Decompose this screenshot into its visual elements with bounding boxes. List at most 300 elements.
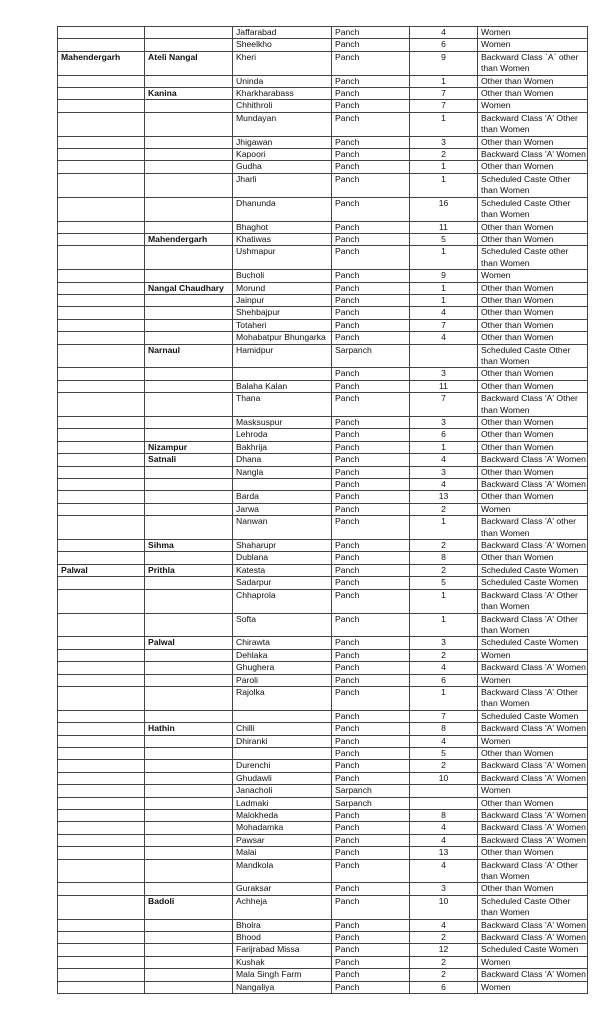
- table-row: [58, 834, 588, 846]
- village-cell: Chilli: [233, 723, 332, 735]
- table-row: [58, 503, 588, 515]
- table-row: [58, 956, 588, 968]
- category-cell: Backward Class 'A' Women: [478, 454, 588, 466]
- category-cell: Other than Women: [478, 797, 588, 809]
- block-cell: Kanina: [145, 88, 233, 100]
- table-row: [58, 981, 588, 993]
- ward-cell: 8: [410, 810, 478, 822]
- district-cell: [58, 637, 145, 649]
- village-cell: Gudha: [233, 161, 332, 173]
- block-cell: [145, 944, 233, 956]
- category-cell: Backward Class 'A' Women: [478, 540, 588, 552]
- block-cell: [145, 956, 233, 968]
- block-cell: [145, 760, 233, 772]
- ward-cell: 11: [410, 380, 478, 392]
- ward-cell: 2: [410, 149, 478, 161]
- post-cell: Panch: [332, 932, 410, 944]
- village-cell: Bakhrija: [233, 441, 332, 453]
- district-cell: [58, 429, 145, 441]
- category-cell: Other than Women: [478, 136, 588, 148]
- category-cell: Scheduled Caste other than Women: [478, 246, 588, 270]
- category-cell: Scheduled Caste Other than Women: [478, 895, 588, 919]
- district-cell: [58, 760, 145, 772]
- district-cell: [58, 319, 145, 331]
- ward-cell: 4: [410, 479, 478, 491]
- district-cell: [58, 969, 145, 981]
- district-cell: [58, 454, 145, 466]
- category-cell: Women: [478, 39, 588, 51]
- block-cell: [145, 112, 233, 136]
- post-cell: Panch: [332, 39, 410, 51]
- table-row: [58, 577, 588, 589]
- block-cell: [145, 686, 233, 710]
- block-cell: [145, 319, 233, 331]
- table-row: [58, 589, 588, 613]
- village-cell: Dhana: [233, 454, 332, 466]
- post-cell: Panch: [332, 637, 410, 649]
- table-row: [58, 27, 588, 39]
- village-cell: Jarwa: [233, 503, 332, 515]
- category-cell: Other than Women: [478, 233, 588, 245]
- table-row: [58, 221, 588, 233]
- village-cell: Hamidpur: [233, 344, 332, 368]
- post-cell: Panch: [332, 466, 410, 478]
- category-cell: Backward Class 'A' Other than Women: [478, 393, 588, 417]
- ward-cell: 4: [410, 822, 478, 834]
- ward-cell: [410, 785, 478, 797]
- table-row: [58, 810, 588, 822]
- post-cell: Panch: [332, 319, 410, 331]
- post-cell: Panch: [332, 282, 410, 294]
- post-cell: Panch: [332, 944, 410, 956]
- district-cell: [58, 344, 145, 368]
- village-cell: Ladmaki: [233, 797, 332, 809]
- district-cell: [58, 491, 145, 503]
- block-cell: [145, 136, 233, 148]
- block-cell: [145, 100, 233, 112]
- post-cell: Sarpanch: [332, 344, 410, 368]
- ward-cell: 4: [410, 27, 478, 39]
- village-cell: Chirawta: [233, 637, 332, 649]
- ward-cell: 6: [410, 674, 478, 686]
- table-row: [58, 797, 588, 809]
- ward-cell: 2: [410, 932, 478, 944]
- post-cell: Panch: [332, 810, 410, 822]
- category-cell: Backward Class 'A' other than Women: [478, 516, 588, 540]
- post-cell: Panch: [332, 149, 410, 161]
- post-cell: Panch: [332, 112, 410, 136]
- category-cell: Scheduled Caste Women: [478, 710, 588, 722]
- block-cell: [145, 429, 233, 441]
- table-row: [58, 723, 588, 735]
- block-cell: [145, 149, 233, 161]
- district-cell: [58, 710, 145, 722]
- village-cell: [233, 368, 332, 380]
- post-cell: Panch: [332, 919, 410, 931]
- category-cell: Backward Class 'A' Women: [478, 834, 588, 846]
- category-cell: Backward Class 'A' Other than Women: [478, 613, 588, 637]
- table-row: [58, 710, 588, 722]
- block-cell: [145, 75, 233, 87]
- block-cell: [145, 503, 233, 515]
- village-cell: Dublana: [233, 552, 332, 564]
- category-cell: Women: [478, 981, 588, 993]
- ward-cell: 2: [410, 760, 478, 772]
- block-cell: [145, 847, 233, 859]
- category-cell: Backward Class 'A' Women: [478, 772, 588, 784]
- ward-cell: 3: [410, 368, 478, 380]
- category-cell: Women: [478, 956, 588, 968]
- post-cell: Panch: [332, 197, 410, 221]
- ward-cell: 1: [410, 173, 478, 197]
- category-cell: Other than Women: [478, 161, 588, 173]
- table-row: [58, 932, 588, 944]
- block-cell: [145, 368, 233, 380]
- post-cell: Panch: [332, 380, 410, 392]
- post-cell: Panch: [332, 772, 410, 784]
- village-cell: Totaheri: [233, 319, 332, 331]
- village-cell: Shehbajpur: [233, 307, 332, 319]
- table-row: [58, 39, 588, 51]
- post-cell: Panch: [332, 747, 410, 759]
- district-cell: [58, 88, 145, 100]
- post-cell: Panch: [332, 589, 410, 613]
- category-cell: Other than Women: [478, 847, 588, 859]
- ward-cell: 6: [410, 39, 478, 51]
- village-cell: Nangla: [233, 466, 332, 478]
- district-cell: [58, 100, 145, 112]
- table-row: [58, 75, 588, 87]
- reservation-table: [57, 26, 588, 994]
- post-cell: Panch: [332, 981, 410, 993]
- post-cell: Panch: [332, 332, 410, 344]
- category-cell: Women: [478, 503, 588, 515]
- table-row: [58, 760, 588, 772]
- district-cell: [58, 173, 145, 197]
- ward-cell: 13: [410, 491, 478, 503]
- block-cell: [145, 577, 233, 589]
- district-cell: [58, 797, 145, 809]
- block-cell: [145, 710, 233, 722]
- village-cell: Barda: [233, 491, 332, 503]
- table-row: [58, 686, 588, 710]
- post-cell: Panch: [332, 540, 410, 552]
- post-cell: Sarpanch: [332, 797, 410, 809]
- post-cell: Panch: [332, 221, 410, 233]
- village-cell: Dhiranki: [233, 735, 332, 747]
- post-cell: Panch: [332, 441, 410, 453]
- category-cell: Backward Class 'A' Women: [478, 662, 588, 674]
- village-cell: Rajolka: [233, 686, 332, 710]
- category-cell: Backward Class 'A' Women: [478, 479, 588, 491]
- village-cell: Janacholi: [233, 785, 332, 797]
- post-cell: Panch: [332, 233, 410, 245]
- table-row: [58, 822, 588, 834]
- block-cell: [145, 883, 233, 895]
- block-cell: [145, 479, 233, 491]
- ward-cell: 8: [410, 552, 478, 564]
- table-row: [58, 161, 588, 173]
- category-cell: Backward Class 'A' Other than Women: [478, 589, 588, 613]
- village-cell: Shaharupr: [233, 540, 332, 552]
- table-row: [58, 246, 588, 270]
- table-row: [58, 883, 588, 895]
- village-cell: Sheelkho: [233, 39, 332, 51]
- district-cell: [58, 149, 145, 161]
- table-row: [58, 368, 588, 380]
- village-cell: Kushak: [233, 956, 332, 968]
- district-cell: [58, 27, 145, 39]
- block-cell: Ateli Nangal: [145, 51, 233, 75]
- table-row: [58, 564, 588, 576]
- district-cell: [58, 516, 145, 540]
- district-cell: [58, 772, 145, 784]
- post-cell: Panch: [332, 161, 410, 173]
- ward-cell: 7: [410, 100, 478, 112]
- district-cell: [58, 197, 145, 221]
- category-cell: Scheduled Caste Other than Women: [478, 173, 588, 197]
- district-cell: [58, 822, 145, 834]
- post-cell: Panch: [332, 516, 410, 540]
- block-cell: Satnali: [145, 454, 233, 466]
- block-cell: [145, 785, 233, 797]
- category-cell: Other than Women: [478, 319, 588, 331]
- ward-cell: 2: [410, 503, 478, 515]
- table-row: [58, 674, 588, 686]
- table-row: [58, 516, 588, 540]
- ward-cell: 6: [410, 981, 478, 993]
- table-row: [58, 112, 588, 136]
- district-cell: [58, 233, 145, 245]
- table-row: [58, 466, 588, 478]
- post-cell: Panch: [332, 969, 410, 981]
- district-cell: [58, 246, 145, 270]
- district-cell: [58, 577, 145, 589]
- table-row: [58, 149, 588, 161]
- post-cell: Panch: [332, 307, 410, 319]
- block-cell: Badoli: [145, 895, 233, 919]
- block-cell: [145, 221, 233, 233]
- village-cell: Kharkharabass: [233, 88, 332, 100]
- block-cell: [145, 197, 233, 221]
- village-cell: Mala Singh Farm: [233, 969, 332, 981]
- table-row: [58, 613, 588, 637]
- category-cell: Scheduled Caste Women: [478, 637, 588, 649]
- district-cell: [58, 221, 145, 233]
- district-cell: [58, 649, 145, 661]
- table-row: [58, 969, 588, 981]
- ward-cell: 3: [410, 466, 478, 478]
- category-cell: Other than Women: [478, 380, 588, 392]
- block-cell: Prithla: [145, 564, 233, 576]
- village-cell: Dhanunda: [233, 197, 332, 221]
- category-cell: Backward Class 'A' Other than Women: [478, 859, 588, 883]
- post-cell: Panch: [332, 294, 410, 306]
- table-row: [58, 307, 588, 319]
- block-cell: [145, 834, 233, 846]
- post-cell: Panch: [332, 503, 410, 515]
- post-cell: Panch: [332, 760, 410, 772]
- district-cell: [58, 944, 145, 956]
- ward-cell: 3: [410, 136, 478, 148]
- ward-cell: 3: [410, 637, 478, 649]
- village-cell: Mohadamka: [233, 822, 332, 834]
- ward-cell: 10: [410, 895, 478, 919]
- table-row: [58, 540, 588, 552]
- district-cell: [58, 282, 145, 294]
- category-cell: Backward Class 'A' Women: [478, 149, 588, 161]
- village-cell: Achheja: [233, 895, 332, 919]
- table-row: [58, 662, 588, 674]
- table-row: [58, 479, 588, 491]
- village-cell: Jainpur: [233, 294, 332, 306]
- district-cell: [58, 270, 145, 282]
- table-row: [58, 429, 588, 441]
- ward-cell: 1: [410, 441, 478, 453]
- post-cell: Panch: [332, 51, 410, 75]
- category-cell: Other than Women: [478, 368, 588, 380]
- ward-cell: 1: [410, 112, 478, 136]
- category-cell: Scheduled Caste Women: [478, 577, 588, 589]
- post-cell: Panch: [332, 417, 410, 429]
- district-cell: [58, 785, 145, 797]
- village-cell: Balaha Kalan: [233, 380, 332, 392]
- block-cell: Narnaul: [145, 344, 233, 368]
- post-cell: Panch: [332, 686, 410, 710]
- district-cell: [58, 859, 145, 883]
- village-cell: Jharli: [233, 173, 332, 197]
- category-cell: Backward Class `A` other than Women: [478, 51, 588, 75]
- block-cell: [145, 332, 233, 344]
- block-cell: [145, 649, 233, 661]
- ward-cell: 7: [410, 393, 478, 417]
- district-cell: [58, 674, 145, 686]
- table-row: [58, 735, 588, 747]
- ward-cell: 1: [410, 294, 478, 306]
- ward-cell: 4: [410, 454, 478, 466]
- village-cell: Masksuspur: [233, 417, 332, 429]
- village-cell: [233, 479, 332, 491]
- block-cell: [145, 662, 233, 674]
- block-cell: [145, 747, 233, 759]
- ward-cell: 16: [410, 197, 478, 221]
- district-cell: [58, 834, 145, 846]
- district-cell: [58, 393, 145, 417]
- block-cell: Palwal: [145, 637, 233, 649]
- ward-cell: 1: [410, 282, 478, 294]
- district-cell: [58, 613, 145, 637]
- table-row: [58, 380, 588, 392]
- table-row: [58, 417, 588, 429]
- village-cell: Pawsar: [233, 834, 332, 846]
- village-cell: Malokheda: [233, 810, 332, 822]
- block-cell: [145, 491, 233, 503]
- post-cell: Panch: [332, 393, 410, 417]
- post-cell: Panch: [332, 847, 410, 859]
- ward-cell: 1: [410, 613, 478, 637]
- post-cell: Panch: [332, 822, 410, 834]
- ward-cell: 1: [410, 589, 478, 613]
- block-cell: [145, 822, 233, 834]
- block-cell: [145, 589, 233, 613]
- reservation-table-body: [58, 27, 588, 994]
- category-cell: Scheduled Caste Women: [478, 564, 588, 576]
- block-cell: [145, 161, 233, 173]
- post-cell: Panch: [332, 564, 410, 576]
- ward-cell: 7: [410, 88, 478, 100]
- table-row: [58, 747, 588, 759]
- table-row: [58, 136, 588, 148]
- table-row: [58, 772, 588, 784]
- table-row: [58, 944, 588, 956]
- category-cell: Other than Women: [478, 332, 588, 344]
- post-cell: Panch: [332, 834, 410, 846]
- block-cell: [145, 859, 233, 883]
- post-cell: Panch: [332, 100, 410, 112]
- ward-cell: 1: [410, 516, 478, 540]
- block-cell: [145, 516, 233, 540]
- ward-cell: 4: [410, 662, 478, 674]
- district-cell: [58, 981, 145, 993]
- block-cell: [145, 969, 233, 981]
- post-cell: Panch: [332, 859, 410, 883]
- block-cell: [145, 307, 233, 319]
- village-cell: Kapoori: [233, 149, 332, 161]
- ward-cell: 3: [410, 417, 478, 429]
- post-cell: Panch: [332, 270, 410, 282]
- village-cell: Paroli: [233, 674, 332, 686]
- post-cell: Panch: [332, 75, 410, 87]
- block-cell: [145, 246, 233, 270]
- post-cell: Panch: [332, 368, 410, 380]
- ward-cell: 12: [410, 944, 478, 956]
- ward-cell: 4: [410, 919, 478, 931]
- reservation-document: [57, 26, 587, 994]
- village-cell: Guraksar: [233, 883, 332, 895]
- category-cell: Backward Class 'A' Women: [478, 760, 588, 772]
- district-cell: [58, 919, 145, 931]
- category-cell: Other than Women: [478, 883, 588, 895]
- table-row: [58, 88, 588, 100]
- district-cell: [58, 686, 145, 710]
- ward-cell: 9: [410, 270, 478, 282]
- category-cell: Backward Class 'A' Women: [478, 723, 588, 735]
- village-cell: Nangaliya: [233, 981, 332, 993]
- table-row: [58, 859, 588, 883]
- post-cell: Panch: [332, 883, 410, 895]
- district-cell: [58, 161, 145, 173]
- category-cell: Backward Class 'A' Women: [478, 932, 588, 944]
- block-cell: [145, 613, 233, 637]
- block-cell: [145, 981, 233, 993]
- village-cell: Bhood: [233, 932, 332, 944]
- ward-cell: 4: [410, 834, 478, 846]
- category-cell: Other than Women: [478, 417, 588, 429]
- ward-cell: 2: [410, 956, 478, 968]
- category-cell: Scheduled Caste Women: [478, 944, 588, 956]
- district-cell: [58, 368, 145, 380]
- village-cell: Ghudawli: [233, 772, 332, 784]
- district-cell: [58, 307, 145, 319]
- district-cell: [58, 723, 145, 735]
- district-cell: [58, 883, 145, 895]
- table-row: [58, 294, 588, 306]
- district-cell: [58, 589, 145, 613]
- block-cell: [145, 932, 233, 944]
- category-cell: Women: [478, 674, 588, 686]
- ward-cell: 1: [410, 75, 478, 87]
- block-cell: [145, 674, 233, 686]
